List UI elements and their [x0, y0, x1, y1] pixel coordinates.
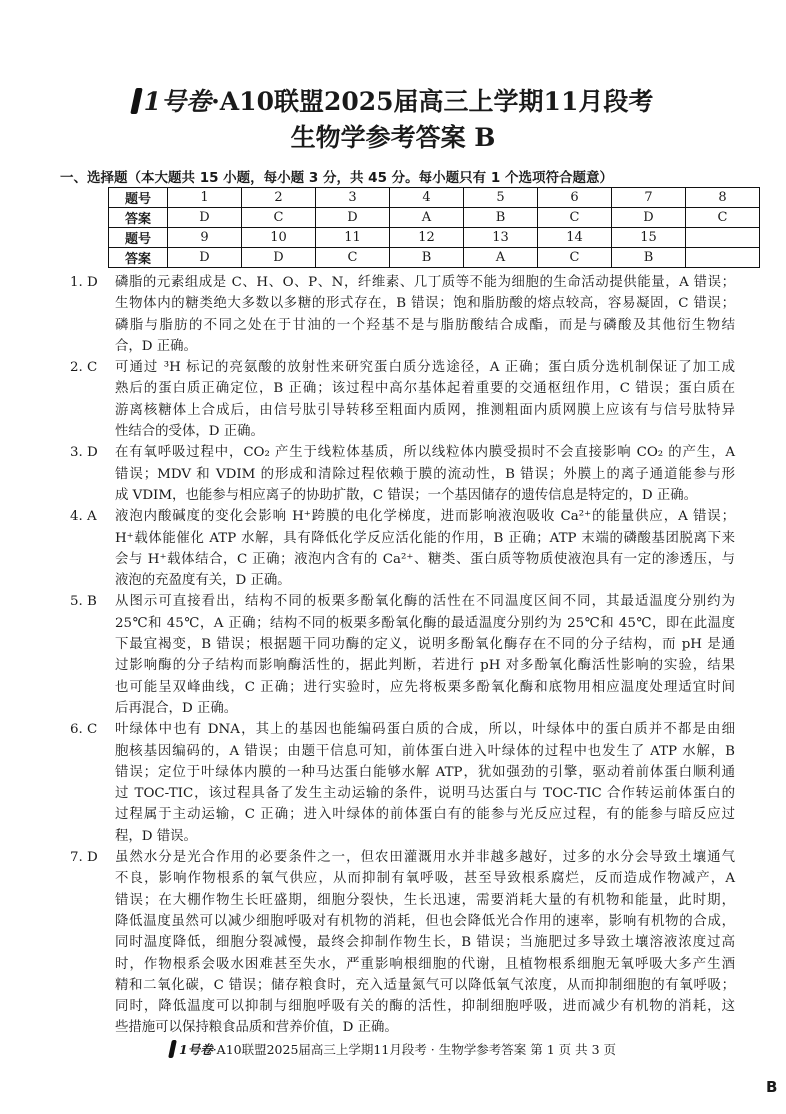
table-cell: 15: [612, 228, 686, 248]
table-cell: 6: [538, 188, 612, 208]
explanation-line: 也可能呈双峰曲线，C 正确；进行实验时，应先将板栗多酚氧化酶和底物用相应温度处理适宜时间: [115, 679, 735, 695]
table-cell: D: [168, 248, 242, 268]
table-cell: A: [464, 248, 538, 268]
table-cell: C: [316, 248, 390, 268]
explanation-line: 过 TOC-TIC，该过程具备了发生主动运输的条件，说明马达蛋白与 TOC-TIC 合作转运前体蛋白的: [115, 786, 735, 802]
explanation-line: 成 VDIM，也能参与相应离子的协助扩散，C 错误；一个基因储存的遗传信息是特定的，D 正确。: [115, 487, 697, 503]
table-cell: 1: [168, 188, 242, 208]
explanation-line: 下最宜褐变，B 错误；根据题干同功酶的定义，说明多酚氧化酶存在不同的分子结构，而 pH 是通: [115, 637, 735, 653]
question-number: 7. D: [70, 850, 98, 866]
table-row: [109, 188, 760, 208]
table-cell: A: [390, 208, 464, 228]
explanation-line: 25℃和 45℃，A 正确；结构不同的板栗多酚氧化酶的最适温度分别约为 25℃和 45℃，即在此温度: [115, 615, 735, 631]
explanation-line: 叶绿体中也有 DNA，其上的基因也能编码蛋白质的合成，所以，叶绿体中的蛋白质并不都是由细: [115, 722, 735, 738]
explanation-line: 错误；在大棚作物生长旺盛期，细胞分裂快，生长迅速，需要消耗大量的有机物和能量，此时期，: [115, 892, 735, 908]
explanation-line: 些措施可以保持粮食品质和营养价值，D 正确。: [115, 1020, 398, 1036]
version-mark: B: [766, 1078, 778, 1096]
explanation-line: 性结合的受体，D 正确。: [115, 424, 264, 440]
explanation-line: 液泡的充盈度有关，D 正确。: [115, 573, 291, 589]
explanation-line: 后再混合，D 正确。: [115, 700, 238, 716]
table-cell: D: [612, 208, 686, 228]
footer-logo: 1号卷: [170, 1042, 213, 1057]
explanation-line: 磷脂的元素组成是 C、H、O、P、N，纤维素、几丁质等不能为细胞的生命活动提供能量，A 错误；: [115, 275, 735, 290]
explanation-line: 合，D 正确。: [115, 338, 197, 354]
table-cell: D: [242, 248, 316, 268]
explanation-line: 生物体内的糖类绝大多数以多糖的形式存在，B 错误；饱和脂肪酸的熔点较高，容易凝固，C 错误；: [115, 296, 735, 312]
question-explanation: [60, 272, 740, 357]
table-cell: B: [390, 248, 464, 268]
explanation-line: 过影响酶的分子结构而影响酶活性的，据此判断，若进行 pH 对多酚氧化酶活性影响的实验，结果: [115, 658, 735, 674]
table-cell: C: [686, 208, 760, 228]
question-number: 4. A: [70, 509, 97, 525]
explanation-line: 时，作物根系会吸水困难甚至失水，严重影响根细胞的代谢，且植物根系细胞无氧呼吸大多产生酒: [115, 956, 735, 972]
table-row: [109, 248, 760, 268]
question-explanation: [60, 442, 740, 506]
table-cell: 3: [316, 188, 390, 208]
row-header: 题号: [109, 228, 168, 248]
table-cell: 4: [390, 188, 464, 208]
page-footer: [0, 1040, 786, 1058]
table-cell: B: [612, 248, 686, 268]
row-header: 答案: [109, 248, 168, 268]
table-cell: C: [242, 208, 316, 228]
table-cell: 11: [316, 228, 390, 248]
table-cell: 2: [242, 188, 316, 208]
question-number: 6. C: [70, 722, 98, 738]
table-row: [109, 208, 760, 228]
explanation-line: 虽然水分是光合作用的必要条件之一，但农田灌溉用水并非越多越好，过多的水分会导致土壤通气: [115, 850, 735, 866]
exam-logo: 1号卷: [133, 87, 211, 116]
row-header: 题号: [109, 188, 168, 208]
question-explanation: [60, 847, 740, 1039]
explanation-line: 错误；定位于叶绿体内膜的一种马达蛋白能够水解 ATP，犹如强劲的引擎，驱动着前体蛋白顺利通: [115, 764, 735, 780]
table-cell: 8: [686, 188, 760, 208]
question-explanation: [60, 357, 740, 442]
table-cell: 12: [390, 228, 464, 248]
row-header: 答案: [109, 208, 168, 228]
explanation-line: 游离核糖体上合成后，由信号肽引导转移至粗面内质网，推测粗面内质网膜上应该有与信号肽特异: [115, 402, 735, 418]
explanation-line: 精和二氧化碳，C 错误；储存粮食时，充入适量氮气可以降低氧气浓度，从而抑制细胞的有氧呼吸；: [115, 977, 735, 993]
page-title: 生物学参考答案 B: [290, 123, 496, 152]
question-number: 5. B: [70, 594, 97, 610]
table-cell: C: [538, 248, 612, 268]
table-cell: C: [538, 208, 612, 228]
table-cell: B: [464, 208, 538, 228]
question-explanation: [60, 719, 740, 847]
table-cell: D: [316, 208, 390, 228]
question-explanation: [60, 591, 740, 719]
table-cell: [686, 228, 760, 248]
table-cell: D: [168, 208, 242, 228]
explanation-line: H⁺载体能催化 ATP 水解，具有降低化学反应活化能的作用，B 正确；ATP 末端的磷酸基团脱离下来: [115, 530, 735, 546]
explanation-line: 程，D 错误。: [115, 828, 197, 844]
explanation-line: 会与 H⁺载体结合，C 正确；液泡内含有的 Ca²⁺、糖类、蛋白质等物质使液泡具有一定的渗透压，与: [115, 551, 735, 567]
explanation-line: 胞核基因编码的，A 错误；由题干信息可知，前体蛋白进入叶绿体的过程中也发生了 ATP 水解，B: [115, 743, 735, 759]
explanation-line: 液泡内酸碱度的变化会影响 H⁺跨膜的电化学梯度，进而影响液泡吸收 Ca²⁺的能量供应，A 错误；: [115, 509, 735, 525]
question-number: 1. D: [70, 275, 98, 290]
explanation-line: 在有氧呼吸过程中，CO₂ 产生于线粒体基质，所以线粒体内膜受损时不会直接影响 CO₂ 的产生，A: [115, 445, 735, 461]
exam-title: A10联盟2025届高三上学期11月段考: [219, 87, 654, 116]
title-line-1: 1号卷·A10联盟2025届高三上学期11月段考: [0, 82, 786, 118]
question-number: 2. C: [70, 360, 98, 376]
explanation-line: 从图示可直接看出，结构不同的板栗多酚氧化酶的活性在不同温度区间不同，其最适温度分别约为: [115, 594, 735, 610]
answer-table: [108, 187, 760, 268]
explanation-line: 熟后的蛋白质正确定位，B 正确；该过程中高尔基体起着重要的交通枢纽作用，C 错误；蛋白质在: [115, 381, 735, 397]
explanation-line: 磷脂与脂肪的不同之处在于甘油的一个羟基不是与脂肪酸结合成酯，而是与磷酸及其他衍生物结: [115, 317, 735, 333]
table-row: [109, 228, 760, 248]
explanations: [60, 272, 740, 1039]
explanation-line: 错误；MDV 和 VDIM 的形成和清除过程依赖于膜的流动性，B 错误；外膜上的离子通道能参与形: [115, 466, 735, 482]
table-cell: 14: [538, 228, 612, 248]
table-cell: [686, 248, 760, 268]
explanation-line: 降低温度虽然可以减少细胞呼吸对有机物的消耗，但也会降低光合作用的速率，影响有机物的合成，: [115, 913, 735, 929]
explanation-line: 同时，降低温度可以抑制与细胞呼吸有关的酶的活性，抑制细胞呼吸，进而减少有机物的消耗，这: [115, 999, 735, 1015]
section-heading: 一、选择题（本大题共 15 小题，每小题 3 分，共 45 分。每小题只有 1 个选项符合题意）: [60, 170, 613, 186]
table-cell: 5: [464, 188, 538, 208]
table-cell: 7: [612, 188, 686, 208]
explanation-line: 过程属于主动运输，C 正确；进入叶绿体的前体蛋白有的能参与光反应过程，有的能参与暗反应过: [115, 807, 735, 823]
explanation-line: 可通过 ³H 标记的亮氨酸的放射性来研究蛋白质分选途径，A 正确；蛋白质分选机制保证了加工成: [115, 360, 735, 376]
explanation-line: 不良，影响作物根系的氧气供应，从而抑制有氧呼吸，甚至导致根系腐烂，反而造成作物减产，A: [115, 871, 735, 887]
table-cell: 10: [242, 228, 316, 248]
question-explanation: [60, 506, 740, 591]
table-cell: 13: [464, 228, 538, 248]
footer-text: ·A10联盟2025届高三上学期11月段考 · 生物学参考答案 第 1 页 共 3 页: [212, 1042, 616, 1057]
explanation-line: 同时温度降低，细胞分裂减慢，最终会抑制作物生长，B 错误；当施肥过多导致土壤溶液浓度过高: [115, 935, 735, 951]
question-number: 3. D: [70, 445, 98, 461]
table-cell: 9: [168, 228, 242, 248]
